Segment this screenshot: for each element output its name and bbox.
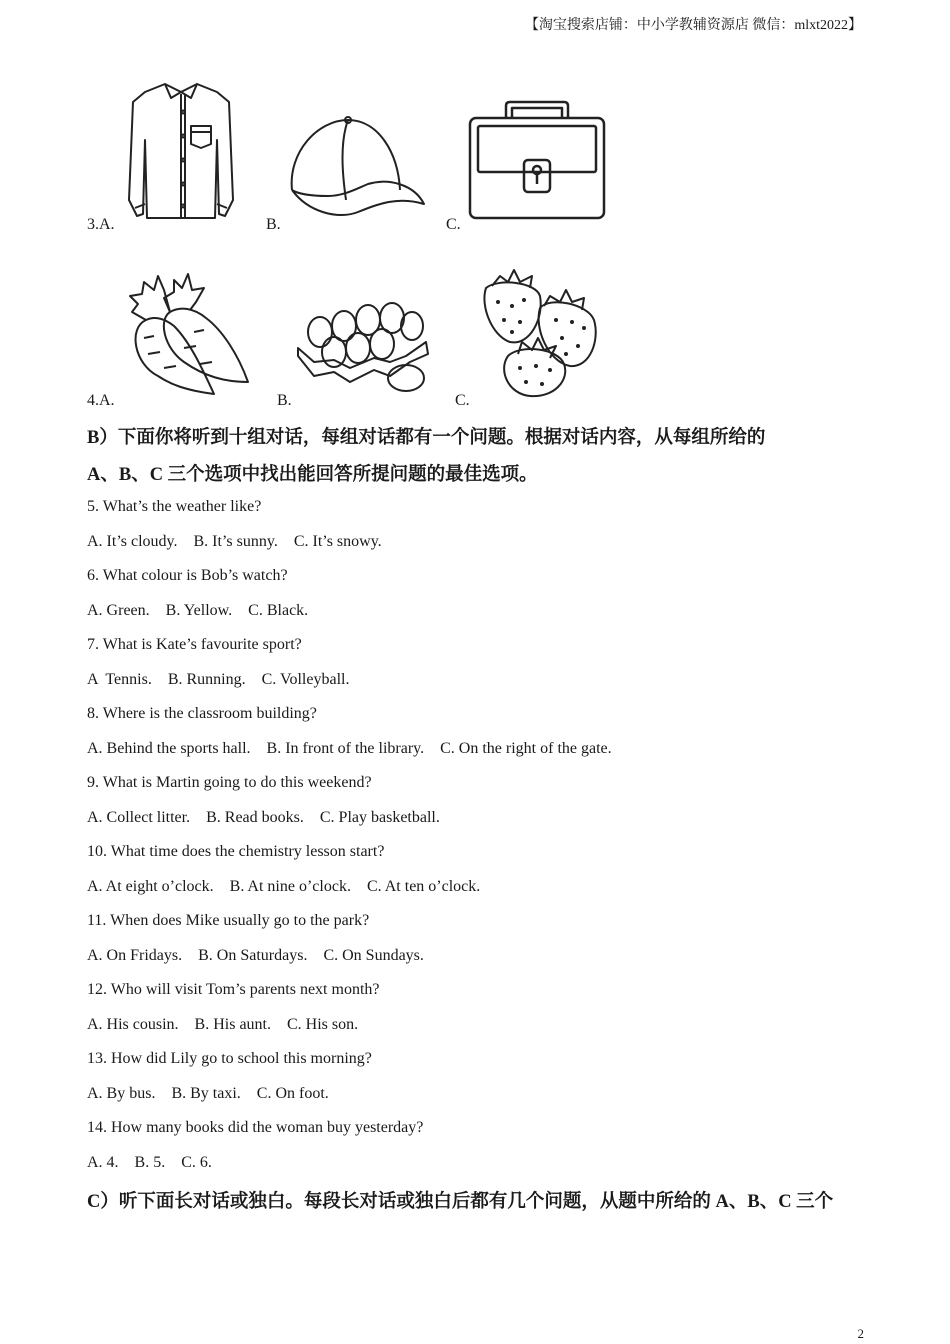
options-5: A. It’s cloudy. B. It’s sunny. C. It’s snowy. <box>87 533 382 550</box>
carrots-icon <box>124 268 254 398</box>
briefcase-icon <box>466 100 608 222</box>
question-13: 13. How did Lily go to school this morning? <box>87 1050 372 1067</box>
section-b-heading-line1: B）下面你将听到十组对话，每组对话都有一个问题。根据对话内容，从每组所给的 <box>87 428 766 448</box>
page-number: 2 <box>857 1326 864 1341</box>
shirt-icon <box>125 80 237 222</box>
options-9: A. Collect litter. B. Read books. C. Play basketball. <box>87 809 440 826</box>
q3-label-b: B. <box>266 216 281 233</box>
eggs-icon <box>294 296 434 394</box>
question-6: 6. What colour is Bob’s watch? <box>87 567 288 584</box>
question-11: 11. When does Mike usually go to the park? <box>87 912 370 929</box>
strawberries-icon <box>478 266 602 400</box>
question-7: 7. What is Kate’s favourite sport? <box>87 636 302 653</box>
question-14: 14. How many books did the woman buy yesterday? <box>87 1119 424 1136</box>
q4-label-a: 4.A. <box>87 392 115 409</box>
section-c-heading-line1: C）听下面长对话或独白。每段长对话或独白后都有几个问题，从题中所给的 A、B、C 三个 <box>87 1192 834 1212</box>
page-header: 【淘宝搜索店铺：中小学教辅资源店 微信：mlxt2022】 <box>524 18 862 33</box>
q3-label-a: 3.A. <box>87 216 115 233</box>
options-8: A. Behind the sports hall. B. In front of the library. C. On the right of the gate. <box>87 740 612 757</box>
q4-label-b: B. <box>277 392 292 409</box>
question-9: 9. What is Martin going to do this weekend? <box>87 774 372 791</box>
options-11: A. On Fridays. B. On Saturdays. C. On Sundays. <box>87 947 424 964</box>
options-14: A. 4. B. 5. C. 6. <box>87 1154 212 1171</box>
options-7: A Tennis. B. Running. C. Volleyball. <box>87 671 350 688</box>
q3-label-c: C. <box>446 216 461 233</box>
question-10: 10. What time does the chemistry lesson start? <box>87 843 385 860</box>
options-10: A. At eight o’clock. B. At nine o’clock. C. At ten o’clock. <box>87 878 481 895</box>
options-13: A. By bus. B. By taxi. C. On foot. <box>87 1085 329 1102</box>
section-b-heading-line2: A、B、C 三个选项中找出能回答所提问题的最佳选项。 <box>87 465 538 485</box>
question-5: 5. What’s the weather like? <box>87 498 262 515</box>
q4-label-c: C. <box>455 392 470 409</box>
question-8: 8. Where is the classroom building? <box>87 705 317 722</box>
question-12: 12. Who will visit Tom’s parents next month? <box>87 981 380 998</box>
options-6: A. Green. B. Yellow. C. Black. <box>87 602 309 619</box>
cap-icon <box>288 112 428 222</box>
options-12: A. His cousin. B. His aunt. C. His son. <box>87 1016 359 1033</box>
